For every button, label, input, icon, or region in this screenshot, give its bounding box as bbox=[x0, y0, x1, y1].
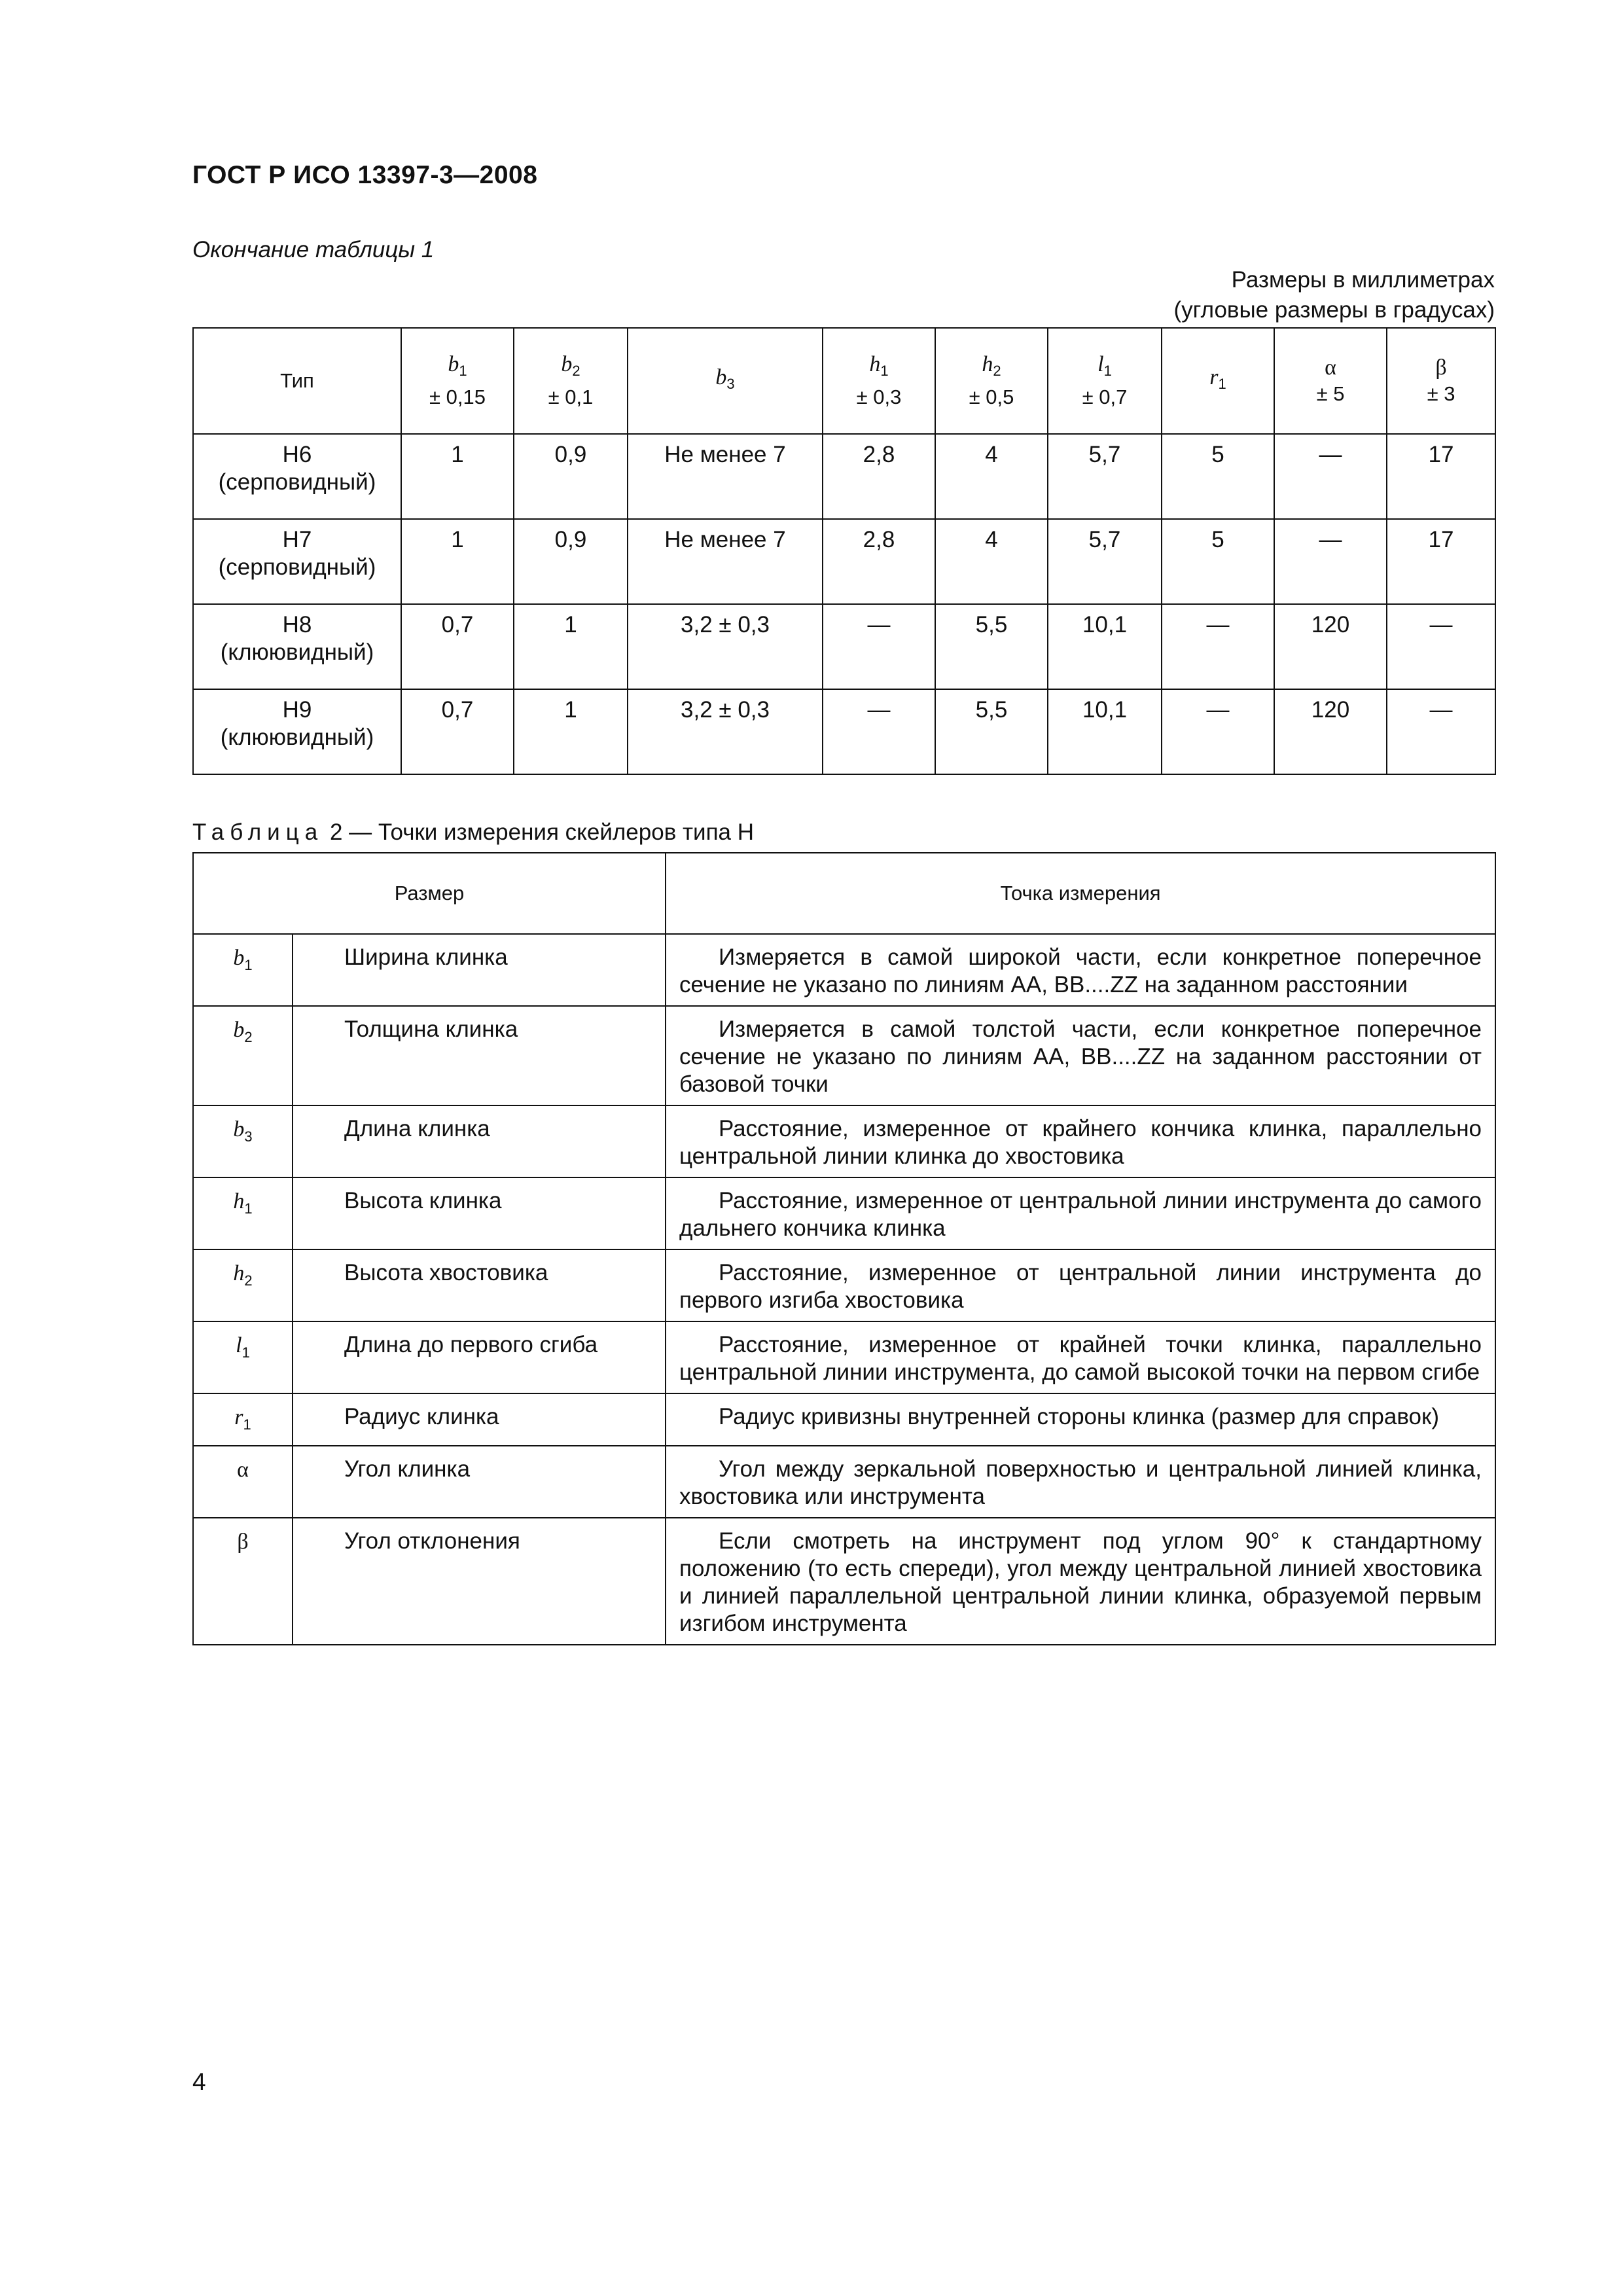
cell-b1: 0,7 bbox=[401, 604, 514, 689]
cell-type bbox=[193, 519, 401, 604]
measurement-points-table-body bbox=[193, 934, 1495, 1645]
table-row bbox=[193, 434, 1495, 519]
type-note: (серповидный) bbox=[218, 554, 376, 580]
cell-l1: 10,1 bbox=[1048, 604, 1162, 689]
cell-b2: 1 bbox=[514, 689, 628, 774]
cell-b1: 1 bbox=[401, 519, 514, 604]
cell-b2: 1 bbox=[514, 604, 628, 689]
table-row bbox=[193, 689, 1495, 774]
dimensions-table bbox=[192, 327, 1496, 775]
cell-description: Если смотреть на инструмент под углом 90° к стандартному положению (то есть спереди), угол между центральной линией хвостовика и линией параллельной центральной линии клинка, образуемой первым изгибом инструмента bbox=[666, 1518, 1495, 1645]
cell-symbol bbox=[193, 934, 293, 1006]
col-header-l1: $l_1$ ± 0,7 bbox=[1048, 328, 1162, 434]
cell-h1: — bbox=[823, 689, 935, 774]
cell-name: Угол клинка bbox=[293, 1446, 666, 1518]
col-header-type: Тип bbox=[193, 328, 401, 434]
symbol-subscript: 1 bbox=[243, 1416, 251, 1433]
symbol-subscript: 2 bbox=[244, 1029, 253, 1045]
cell-b1: 1 bbox=[401, 434, 514, 519]
col-header-alpha: α ± 5 bbox=[1274, 328, 1387, 434]
cell-h1: 2,8 bbox=[823, 434, 935, 519]
table-row bbox=[193, 604, 1495, 689]
cell-description: Расстояние, измеренное от центральной линии инструмента до первого изгиба хвостовика bbox=[666, 1249, 1495, 1321]
document-header: ГОСТ Р ИСО 13397-3—2008 bbox=[192, 161, 538, 189]
table-continuation-label: Окончание таблицы 1 bbox=[192, 237, 435, 262]
type-note: (серповидный) bbox=[218, 469, 376, 495]
table-row bbox=[193, 519, 1495, 604]
cell-symbol bbox=[193, 1105, 293, 1177]
col-header-h1: $h_1$ ± 0,3 bbox=[823, 328, 935, 434]
symbol-subscript: 1 bbox=[241, 1344, 250, 1361]
cell-type bbox=[193, 689, 401, 774]
table-row bbox=[193, 1393, 1495, 1446]
symbol: b bbox=[233, 1117, 245, 1141]
cell-r1: 5 bbox=[1162, 434, 1274, 519]
symbol: b bbox=[233, 946, 245, 970]
cell-symbol bbox=[193, 1393, 293, 1446]
cell-symbol bbox=[193, 1446, 293, 1518]
units-line-2: (угловые размеры в градусах) bbox=[1173, 297, 1495, 323]
cell-name: Длина до первого сгиба bbox=[293, 1321, 666, 1393]
table-row bbox=[193, 1177, 1495, 1249]
cell-l1: 5,7 bbox=[1048, 434, 1162, 519]
type-note: (клюювидный) bbox=[220, 725, 374, 750]
cell-h1: — bbox=[823, 604, 935, 689]
cell-name: Высота клинка bbox=[293, 1177, 666, 1249]
symbol: α bbox=[237, 1458, 249, 1482]
cell-description: Измеряется в самой толстой части, если конкретное поперечное сечение не указано по линиям АА, ВВ....ZZ на заданном расстоянии от базовой точки bbox=[666, 1006, 1495, 1105]
cell-description: Измеряется в самой широкой части, если конкретное поперечное сечение не указано по линиям АА, ВВ....ZZ на заданном расстоянии bbox=[666, 934, 1495, 1006]
table-header-row bbox=[193, 853, 1495, 934]
table-2-caption: Таблица 2 — Точки измерения скейлеров типа Н bbox=[192, 819, 755, 845]
type-code: Н9 bbox=[282, 697, 312, 723]
cell-beta: — bbox=[1387, 689, 1495, 774]
cell-symbol bbox=[193, 1249, 293, 1321]
cell-beta: — bbox=[1387, 604, 1495, 689]
cell-h2: 5,5 bbox=[935, 604, 1048, 689]
cell-alpha: 120 bbox=[1274, 689, 1387, 774]
units-note bbox=[1174, 265, 1495, 325]
cell-symbol bbox=[193, 1177, 293, 1249]
table-row bbox=[193, 1518, 1495, 1645]
type-code: Н6 bbox=[282, 442, 312, 467]
symbol: r bbox=[234, 1405, 243, 1429]
cell-b1: 0,7 bbox=[401, 689, 514, 774]
symbol: b bbox=[233, 1018, 245, 1042]
cell-name: Угол отклонения bbox=[293, 1518, 666, 1645]
cell-b3: 3,2 ± 0,3 bbox=[628, 604, 823, 689]
cell-name: Радиус клинка bbox=[293, 1393, 666, 1446]
symbol: β bbox=[237, 1530, 249, 1554]
col-header-b2: $b_2$ ± 0,1 bbox=[514, 328, 628, 434]
units-line-1: Размеры в миллиметрах bbox=[1231, 267, 1495, 293]
cell-b3: Не менее 7 bbox=[628, 434, 823, 519]
cell-alpha: — bbox=[1274, 519, 1387, 604]
cell-r1: — bbox=[1162, 689, 1274, 774]
cell-h1: 2,8 bbox=[823, 519, 935, 604]
type-code: Н8 bbox=[282, 612, 312, 637]
cell-r1: — bbox=[1162, 604, 1274, 689]
cell-h2: 4 bbox=[935, 519, 1048, 604]
type-note: (клюювидный) bbox=[220, 639, 374, 665]
cell-description: Расстояние, измеренное от крайнего кончика клинка, параллельно центральной линии клинка до хвостовика bbox=[666, 1105, 1495, 1177]
symbol-subscript: 2 bbox=[244, 1272, 253, 1289]
cell-name: Высота хвостовика bbox=[293, 1249, 666, 1321]
cell-symbol bbox=[193, 1006, 293, 1105]
col-header-beta: β ± 3 bbox=[1387, 328, 1495, 434]
cell-b3: 3,2 ± 0,3 bbox=[628, 689, 823, 774]
cell-h2: 4 bbox=[935, 434, 1048, 519]
cell-r1: 5 bbox=[1162, 519, 1274, 604]
cell-b2: 0,9 bbox=[514, 434, 628, 519]
cell-beta: 17 bbox=[1387, 434, 1495, 519]
cell-l1: 5,7 bbox=[1048, 519, 1162, 604]
symbol: h bbox=[233, 1261, 245, 1285]
page-number: 4 bbox=[192, 2068, 206, 2095]
table-row bbox=[193, 1249, 1495, 1321]
col-header-b1: $b_1$ ± 0,15 bbox=[401, 328, 514, 434]
cell-type bbox=[193, 434, 401, 519]
dimensions-table-body bbox=[193, 434, 1495, 774]
table-row bbox=[193, 934, 1495, 1006]
col-header-h2: $h_2$ ± 0,5 bbox=[935, 328, 1048, 434]
col-header-size: Размер bbox=[193, 853, 666, 934]
cell-l1: 10,1 bbox=[1048, 689, 1162, 774]
cell-name: Длина клинка bbox=[293, 1105, 666, 1177]
cell-description: Радиус кривизны внутренней стороны клинка (размер для справок) bbox=[666, 1393, 1495, 1446]
measurement-points-table bbox=[192, 852, 1496, 1645]
cell-h2: 5,5 bbox=[935, 689, 1048, 774]
symbol: l bbox=[236, 1333, 242, 1357]
table-row bbox=[193, 1105, 1495, 1177]
cell-b2: 0,9 bbox=[514, 519, 628, 604]
cell-b3: Не менее 7 bbox=[628, 519, 823, 604]
col-header-r1: $r_1$ bbox=[1162, 328, 1274, 434]
cell-description: Расстояние, измеренное от центральной линии инструмента до самого дальнего кончика клинка bbox=[666, 1177, 1495, 1249]
cell-name: Ширина клинка bbox=[293, 934, 666, 1006]
cell-alpha: 120 bbox=[1274, 604, 1387, 689]
cell-alpha: — bbox=[1274, 434, 1387, 519]
cell-type bbox=[193, 604, 401, 689]
symbol: h bbox=[233, 1189, 245, 1213]
table-row bbox=[193, 1321, 1495, 1393]
cell-symbol bbox=[193, 1321, 293, 1393]
col-header-b3: $b_3$ bbox=[628, 328, 823, 434]
table-row bbox=[193, 1446, 1495, 1518]
symbol-subscript: 3 bbox=[244, 1128, 253, 1145]
table-row bbox=[193, 1006, 1495, 1105]
cell-symbol bbox=[193, 1518, 293, 1645]
cell-description: Угол между зеркальной поверхностью и центральной линией клинка, хвостовика или инструмента bbox=[666, 1446, 1495, 1518]
col-header-point: Точка измерения bbox=[666, 853, 1495, 934]
cell-beta: 17 bbox=[1387, 519, 1495, 604]
cell-description: Расстояние, измеренное от крайней точки клинка, параллельно центральной линии инструмента, до самой высокой точки на первом сгибе bbox=[666, 1321, 1495, 1393]
type-code: Н7 bbox=[282, 527, 312, 552]
symbol-subscript: 1 bbox=[244, 957, 253, 973]
table-header-row bbox=[193, 328, 1495, 434]
cell-name: Толщина клинка bbox=[293, 1006, 666, 1105]
symbol-subscript: 1 bbox=[244, 1200, 253, 1217]
